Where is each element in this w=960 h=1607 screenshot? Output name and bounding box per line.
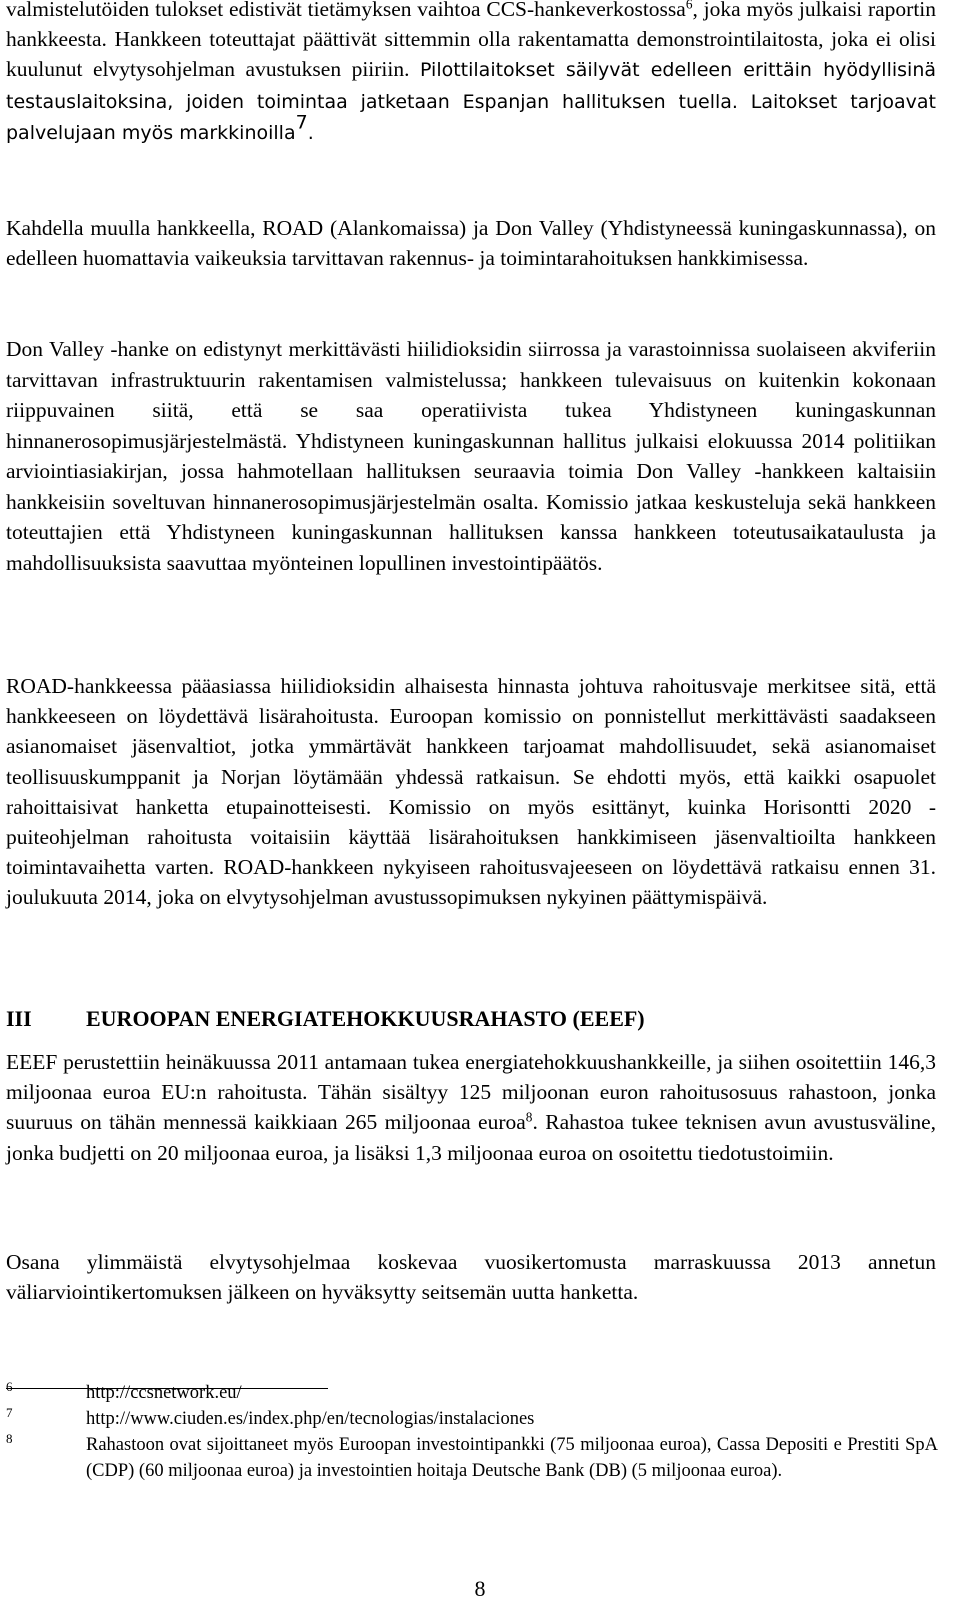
paragraph-road: ROAD-hankkeessa pääasiassa hiilidioksidin alhaisesta hinnasta johtuva rahoitusvaje merkitsee sitä, että hankkeeseen on löydettävä lisärahoitusta. Euroopan komissio on ponnistellut merkittävästi saadakseen asianomaiset jäsenvaltiot, jotka ymmärtävät hankkeen tarjoamat mahdollisuudet, sekä asianomaiset teollisuuskumppanit ja Norjan löytämään yhdessä ratkaisun. Se ehdotti myös, että kaikki osapuolet rahoittaisivat hanketta etupainotteisesti. Komissio on myös esittänyt, kuinka Horisontti 2020 -puiteohjelman rahoitusta voitaisiin käyttää lisärahoituksen hankkimiseen jäsenvaltioilta hankkeen toimintavaihetta varten. ROAD-hankkeen nykyiseen rahoitusvajeeseen on löydettävä ratkaisu ennen 31. joulukuuta 2014, joka on elvytysohjelman avustussopimuksen nykyinen päättymispäivä. [6,674,936,910]
footnote-mark: 6 [6,1379,13,1394]
paragraph-new-projects: Osana ylimmäistä elvytysohjelmaa koskevaa vuosikertomusta marraskuussa 2013 annetun väliarviointikertomuksen jälkeen on hyväksytty seitsemän uutta hanketta. [6,1250,936,1305]
footnote [6,1380,936,1406]
footnote-text: Rahastoon ovat sijoittaneet myös Euroopan investointipankki (75 miljoonaa euroa), Cassa Depositi e Prestiti SpA (CDP) (60 miljoonaa euroa) ja investointien hoitaja Deutsche Bank (DB) (5 miljoonaa euroa). [86,1435,938,1481]
paragraph-text-sans: . [307,121,314,144]
section-number: III [6,1006,32,1031]
footnote-mark: 8 [6,1431,13,1446]
section-title: EUROOPAN ENERGIATEHOKKUUSRAHASTO (EEEF) [86,1006,645,1031]
footnote-ref-8: 8 [525,1110,533,1126]
paragraph-text-sans: Pilottilaitokset säilyvät edelleen erittäin hyödyllisinä testauslaitoksina, joiden toimintaa jatketaan Espanjan hallituksen tuella. Laitokset tarjoavat palvelujaan myös markkinoilla [6,59,936,144]
paragraph-text: valmistelutöiden tulokset edistivät tietämyksen vaihtoa CCS-hankeverkostossa [6,0,686,21]
paragraph-text: EEEF perustettiin heinäkuussa 2011 antamaan tukea energiatehokkuushankkeille, ja siihen osoitettiin 146,3 miljoonaa euroa EU:n rahoitusta. Tähän sisältyy 125 miljoonan euron rahoitusosuus rahastoon, jonka suuruus on tähän mennessä kaikkiaan 265 miljoonaa euroa [6,1050,936,1135]
paragraph-eeef [6,1047,936,1168]
section-heading [6,1006,645,1032]
page-number: 8 [474,1576,486,1601]
footnote-link[interactable]: http://www.ciuden.es/index.php/en/tecnologias/instalaciones [86,1409,535,1429]
footnote-ref-6: 6 [685,0,693,12]
footnote [6,1432,936,1512]
footnote-mark: 7 [6,1405,13,1420]
paragraph-don-valley: Don Valley -hanke on edistynyt merkittävästi hiilidioksidin siirrossa ja varastoinnissa suolaiseen akviferiin tarvittavan infrastruktuurin rakentamisen valmistelussa; hankkeen tulevaisuus on kuitenkin kokonaan riippuvainen siitä, että se saa operatiivista tukea Yhdistyneen kuningaskunnan hinnanerosopimusjärjestelmästä. Yhdistyneen kuningaskunnan hallitus julkaisi elokuussa 2014 politiikan arviointiasiakirjan, jossa hahmotellaan hallituksen seuraavia toimia Don Valley -hankkeen kaltaisiin hankkeisiin soveltuvan hinnanerosopimusjärjestelmän osalta. Komissio jatkaa keskusteluja sekä hankkeen toteuttajien että Yhdistyneen kuningaskunnan hallituksen kanssa hankkeen toteutusaikataulusta ja mahdollisuuksista saavuttaa myönteinen lopullinen investointipäätös. [6,337,936,575]
paragraph-text: . Rahastoa tukee teknisen avun avustusväline, jonka budjetti on 20 miljoonaa euroa, ja lisäksi 1,3 miljoonaa euroa on osoitettu tiedotustoimiin. [6,1110,936,1165]
footnote-ref-7: 7 [295,111,308,134]
paragraph-road-don-valley: Kahdella muulla hankkeella, ROAD (Alankomaissa) ja Don Valley (Yhdistyneessä kuningaskunnassa), on edelleen huomattavia vaikeuksia tarvittavan rakennus- ja toimintarahoituksen hankkimisessa. [6,216,936,271]
footnote [6,1406,936,1432]
paragraph-ccs-network [6,0,936,148]
paragraph-text: , joka myös julkaisi raportin hankkeesta. Hankkeen toteuttajat päättivät sittemmin olla rakentamatta demonstrointilaitosta, joka ei olisi kuulunut elvytysohjelman avustuksen piiriin. [6,0,937,82]
footnote-link[interactable]: http://ccsnetwork.eu/ [86,1383,242,1403]
